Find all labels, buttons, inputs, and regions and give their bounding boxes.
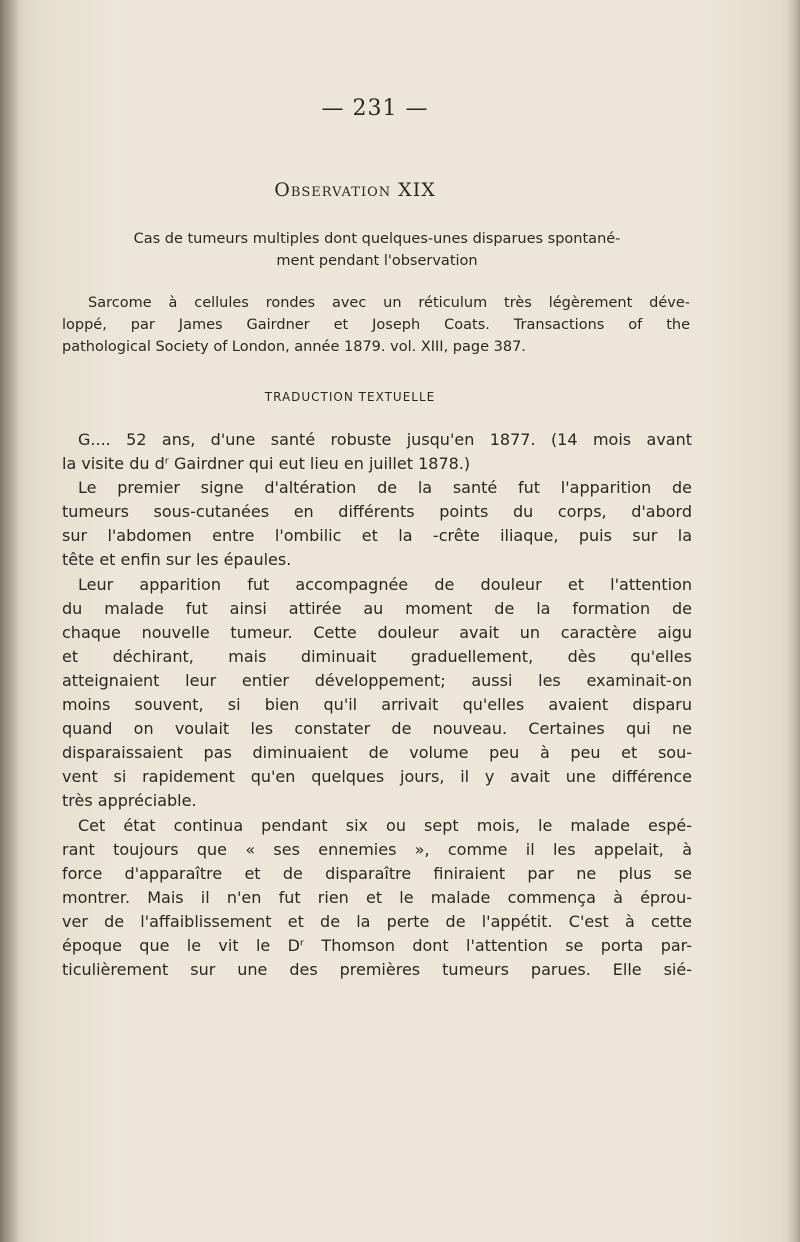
body-line: moins souvent, si bien qu'il arrivait qu'elles avaient disparu	[62, 695, 692, 715]
body-line: quand on voulait les constater de nouveau. Certaines qui ne	[62, 719, 692, 739]
body-line: sur l'abdomen entre l'ombilic et la -crête iliaque, puis sur la	[62, 526, 692, 546]
body-line: tumeurs sous-cutanées en différents points du corps, d'abord	[62, 502, 692, 522]
section-heading: TRADUCTION TEXTUELLE	[264, 390, 436, 404]
subtitle-line: ment pendant l'observation	[276, 253, 478, 269]
reference-line: loppé, par James Gairdner et Joseph Coats. Transactions of the	[62, 317, 690, 333]
body-line: tête et enfin sur les épaules.	[62, 550, 292, 570]
body-line: ticulièrement sur une des premières tumeurs parues. Elle sié-	[62, 960, 692, 980]
body-line: chaque nouvelle tumeur. Cette douleur avait un caractère aigu	[62, 622, 692, 642]
page-edge-shadow	[786, 0, 800, 1242]
body-line: très appréciable.	[62, 791, 197, 811]
body-line: Leur apparition fut accompagnée de douleur et l'attention	[78, 574, 692, 594]
body-line: Le premier signe d'altération de la santé fut l'apparition de	[78, 478, 692, 498]
reference-line: Sarcome à cellules rondes avec un réticulum très légèrement déve-	[88, 295, 690, 311]
body-line: du malade fut ainsi attirée au moment de la formation de	[62, 598, 692, 618]
body-line: force d'apparaître et de disparaître finiraient par ne plus se	[62, 863, 692, 883]
body-line: atteignaient leur entier développement; aussi les examinait-on	[62, 670, 692, 690]
body-line: rant toujours que « ses ennemies », comme il les appelait, à	[62, 839, 692, 859]
body-line: la visite du dʳ Gairdner qui eut lieu en juillet 1878.)	[62, 454, 471, 474]
body-line: ver de l'affaiblissement et de la perte de l'appétit. C'est à cette	[62, 911, 692, 931]
body-line: vent si rapidement qu'en quelques jours, il y avait une différence	[62, 767, 692, 787]
body-line: Cet état continua pendant six ou sept mois, le malade espé-	[78, 815, 692, 835]
page-number: — 231 —	[321, 96, 429, 121]
body-line: et déchirant, mais diminuait graduellement, dès qu'elles	[62, 646, 692, 666]
body-line: G.... 52 ans, d'une santé robuste jusqu'en 1877. (14 mois avant	[78, 430, 692, 449]
case-subtitle	[62, 228, 692, 272]
body-line: disparaissaient pas diminuaient de volume peu à peu et sou-	[62, 743, 692, 763]
body-text	[62, 428, 692, 982]
bibliographic-reference	[62, 292, 690, 358]
subtitle-line: Cas de tumeurs multiples dont quelques-unes disparues spontané-	[133, 231, 621, 247]
body-line: époque que le vit le Dʳ Thomson dont l'attention se porta par-	[62, 935, 692, 955]
reference-line: pathological Society of London, année 1879. vol. XIII, page 387.	[62, 339, 526, 355]
body-line: montrer. Mais il n'en fut rien et le malade commença à éprou-	[62, 887, 692, 907]
observation-title: Observation XIX	[274, 179, 436, 201]
